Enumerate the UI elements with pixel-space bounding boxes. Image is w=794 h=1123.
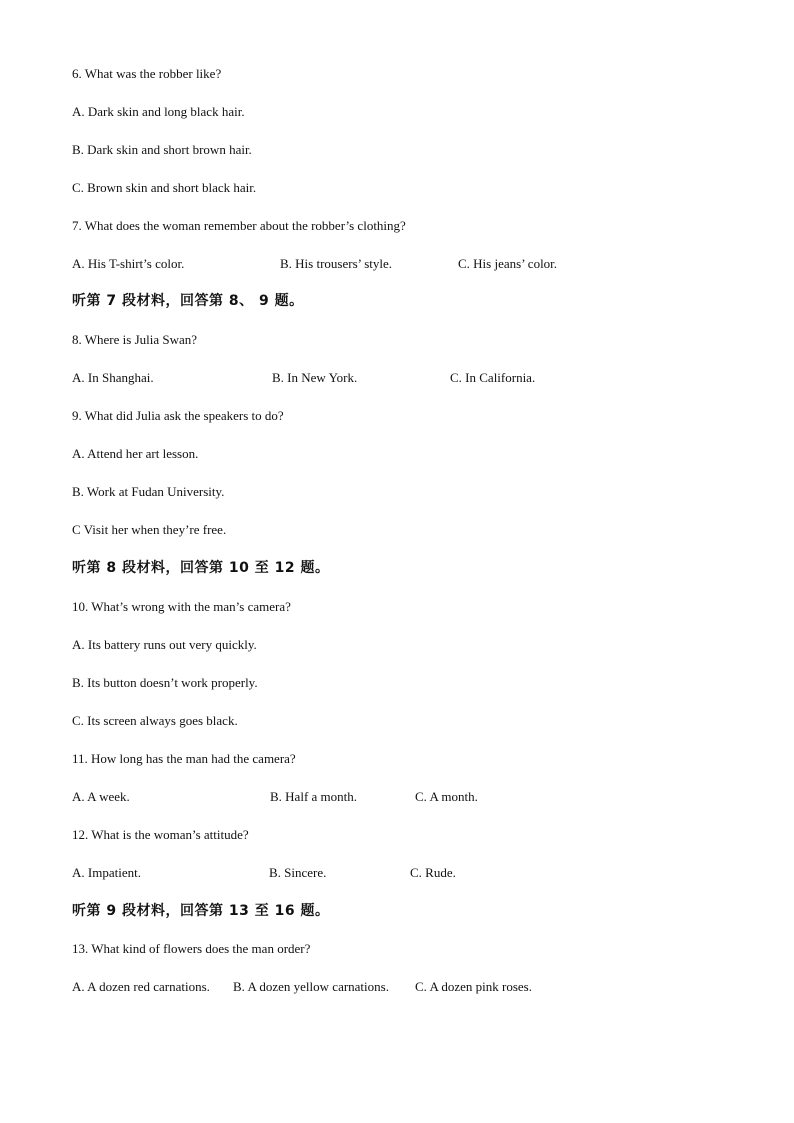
question-11-option-a: A. A week. bbox=[72, 789, 130, 804]
question-13-option-a: A. A dozen red carnations. bbox=[72, 979, 210, 994]
question-11-option-c: C. A month. bbox=[415, 789, 478, 804]
section-heading-7: 听第 7 段材料，回答第 8、 9 题。 bbox=[72, 293, 304, 309]
question-8: 8. Where is Julia Swan? bbox=[72, 332, 198, 347]
question-7-option-c: C. His jeans’ color. bbox=[458, 256, 558, 271]
question-8-option-a: A. In Shanghai. bbox=[72, 370, 154, 385]
question-12-option-c: C. Rude. bbox=[410, 865, 456, 880]
question-6-option-c: C. Brown skin and short black hair. bbox=[72, 180, 257, 195]
question-10-option-a: A. Its battery runs out very quickly. bbox=[72, 637, 257, 652]
question-11: 11. How long has the man had the camera? bbox=[72, 751, 296, 766]
question-10: 10. What’s wrong with the man’s camera? bbox=[72, 599, 291, 614]
question-10-option-c: C. Its screen always goes black. bbox=[72, 713, 238, 728]
question-10-option-b: B. Its button doesn’t work properly. bbox=[72, 675, 258, 690]
question-12: 12. What is the woman’s attitude? bbox=[72, 827, 249, 842]
question-9-option-b: B. Work at Fudan University. bbox=[72, 484, 225, 499]
question-9-option-a: A. Attend her art lesson. bbox=[72, 446, 199, 461]
question-6-option-b: B. Dark skin and short brown hair. bbox=[72, 142, 252, 157]
section-heading-8: 听第 8 段材料，回答第 10 至 12 题。 bbox=[72, 560, 330, 576]
question-8-option-b: B. In New York. bbox=[272, 370, 358, 385]
question-7: 7. What does the woman remember about the robber’s clothing? bbox=[72, 218, 406, 233]
section-heading-9: 听第 9 段材料，回答第 13 至 16 题。 bbox=[72, 903, 330, 919]
question-9: 9. What did Julia ask the speakers to do? bbox=[72, 408, 284, 423]
question-13: 13. What kind of flowers does the man order? bbox=[72, 941, 311, 956]
question-12-option-b: B. Sincere. bbox=[269, 865, 327, 880]
question-9-option-c: C Visit her when they’re free. bbox=[72, 522, 227, 537]
question-13-option-b: B. A dozen yellow carnations. bbox=[233, 979, 389, 994]
question-7-option-a: A. His T-shirt’s color. bbox=[72, 256, 185, 271]
question-11-option-b: B. Half a month. bbox=[270, 789, 358, 804]
question-6: 6. What was the robber like? bbox=[72, 66, 222, 81]
question-8-option-c: C. In California. bbox=[450, 370, 536, 385]
question-12-option-a: A. Impatient. bbox=[72, 865, 141, 880]
question-6-option-a: A. Dark skin and long black hair. bbox=[72, 104, 245, 119]
question-7-option-b: B. His trousers’ style. bbox=[280, 256, 393, 271]
question-13-option-c: C. A dozen pink roses. bbox=[415, 979, 532, 994]
